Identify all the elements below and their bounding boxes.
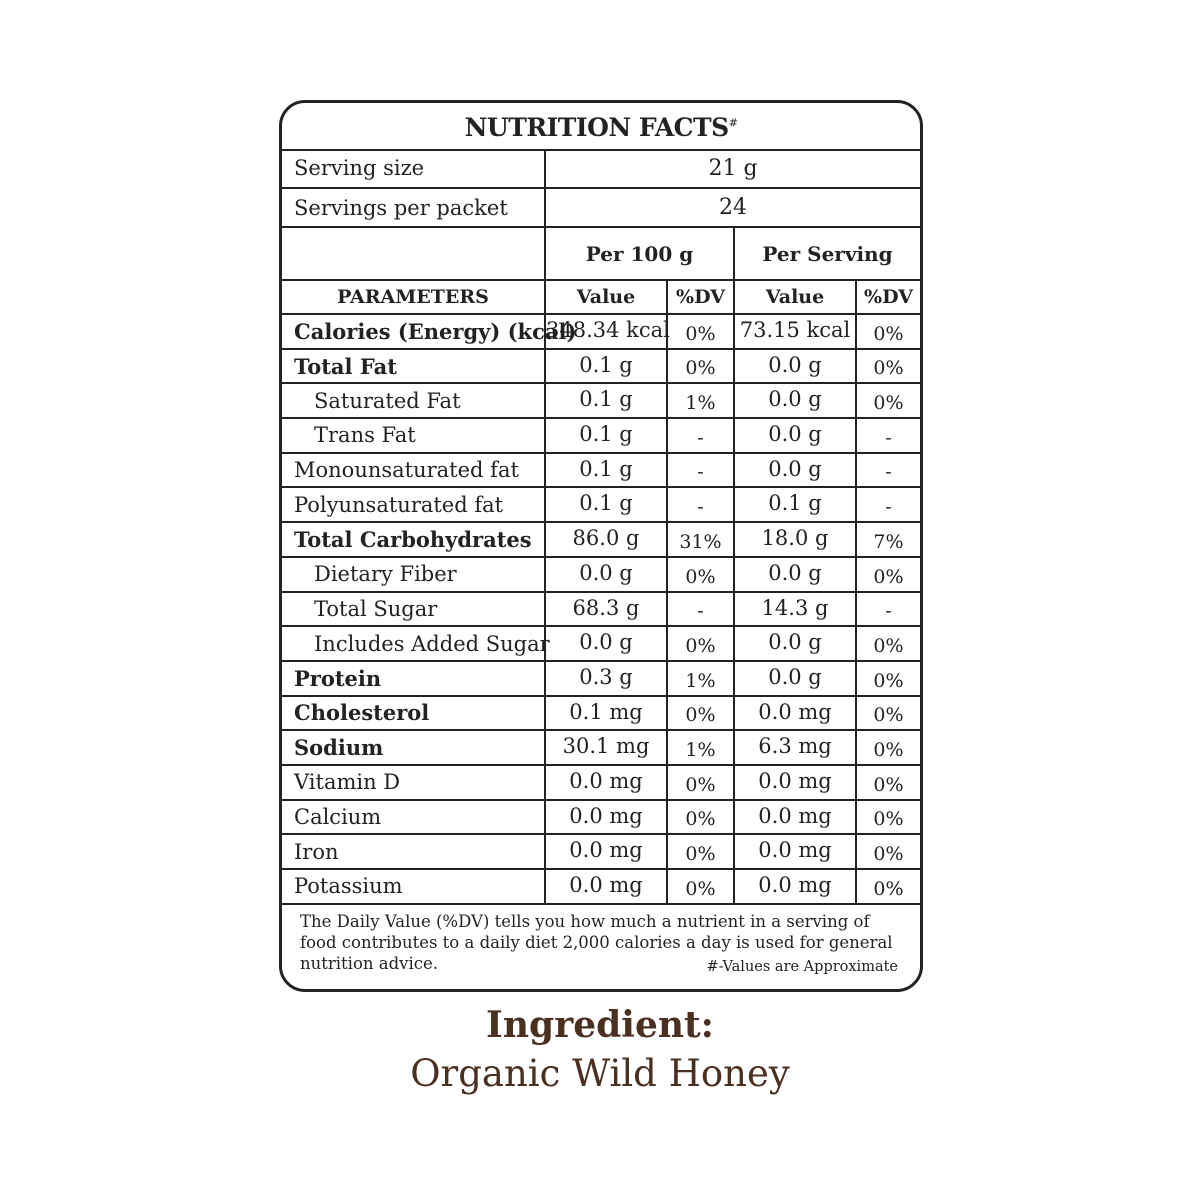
nutrient-row xyxy=(282,661,920,696)
dv-per-serving: 0% xyxy=(856,661,920,696)
value-per-100g: 30.1 mg xyxy=(545,730,667,765)
nutrient-row xyxy=(282,626,920,661)
nutrient-name: Polyunsaturated fat xyxy=(282,487,545,522)
value-per-serving: 6.3 mg xyxy=(734,730,856,765)
value-per-serving: 0.0 mg xyxy=(734,869,856,904)
nutrient-row xyxy=(282,522,920,557)
value-per-100g: 0.1 g xyxy=(545,453,667,488)
dv-per-serving: 0% xyxy=(856,696,920,731)
value-per-serving: 0.0 g xyxy=(734,626,856,661)
dv-per-100g: - xyxy=(667,418,734,453)
nutrient-row xyxy=(282,869,920,904)
dv-per-serving: 0% xyxy=(856,834,920,869)
dv-per-100g: - xyxy=(667,453,734,488)
nutrient-row xyxy=(282,383,920,418)
value-per-100g: 348.34 kcal xyxy=(545,314,667,349)
nutrient-row xyxy=(282,314,920,349)
nutrient-row xyxy=(282,453,920,488)
dv-per-serving: 0% xyxy=(856,383,920,418)
value-per-serving: 0.0 mg xyxy=(734,834,856,869)
nutrient-row xyxy=(282,730,920,765)
serving-size-value: 21 g xyxy=(545,149,920,188)
nutrient-name: Protein xyxy=(282,661,545,696)
value-serving-header: Value xyxy=(734,280,856,314)
nutrient-name: Total Sugar xyxy=(282,592,545,627)
per-serving-header: Per Serving xyxy=(734,227,920,280)
value-per-100g: 0.0 mg xyxy=(545,765,667,800)
nutrient-row xyxy=(282,592,920,627)
dv-per-serving: 0% xyxy=(856,349,920,384)
dv-per-serving: 0% xyxy=(856,869,920,904)
nutrient-name: Calories (Energy) (kcal) xyxy=(282,314,545,349)
dv-per-serving: 0% xyxy=(856,557,920,592)
blank-header-cell xyxy=(282,227,545,280)
nutrient-row xyxy=(282,487,920,522)
dv-per-100g: 1% xyxy=(667,730,734,765)
dv-per-100g: 0% xyxy=(667,626,734,661)
value-per-serving: 18.0 g xyxy=(734,522,856,557)
dv-per-serving: - xyxy=(856,418,920,453)
value-per-100g: 0.0 g xyxy=(545,626,667,661)
value-per-100g: 68.3 g xyxy=(545,592,667,627)
value-per-100g: 0.1 g xyxy=(545,487,667,522)
dv-per-100g: - xyxy=(667,592,734,627)
dv-per-serving: - xyxy=(856,487,920,522)
nutrient-row xyxy=(282,418,920,453)
dv-serving-header: %DV xyxy=(856,280,920,314)
servings-per-packet-row xyxy=(282,188,920,227)
value-per-100g: 0.1 g xyxy=(545,383,667,418)
column-group-header-row xyxy=(282,227,920,280)
nutrient-row xyxy=(282,557,920,592)
value-per-serving: 0.0 mg xyxy=(734,765,856,800)
dv-per-serving: 7% xyxy=(856,522,920,557)
serving-size-row xyxy=(282,149,920,188)
dv-per-serving: 0% xyxy=(856,314,920,349)
dv-per-100g: 0% xyxy=(667,834,734,869)
value-per-serving: 73.15 kcal xyxy=(734,314,856,349)
value-per-100g: 0.1 mg xyxy=(545,696,667,731)
value-per-100g: 0.0 mg xyxy=(545,834,667,869)
value-per-serving: 0.0 mg xyxy=(734,800,856,835)
nutrient-name: Iron xyxy=(282,834,545,869)
value-per-100g: 0.0 g xyxy=(545,557,667,592)
value-100g-header: Value xyxy=(545,280,667,314)
value-per-100g: 86.0 g xyxy=(545,522,667,557)
nutrient-row xyxy=(282,765,920,800)
per-100g-header: Per 100 g xyxy=(545,227,734,280)
value-per-serving: 0.0 g xyxy=(734,418,856,453)
dv-per-100g: 0% xyxy=(667,349,734,384)
dv-per-100g: 0% xyxy=(667,765,734,800)
dv-per-100g: 0% xyxy=(667,314,734,349)
ingredient-heading: Ingredient: xyxy=(486,1004,714,1046)
value-per-100g: 0.1 g xyxy=(545,418,667,453)
dv-per-100g: 1% xyxy=(667,661,734,696)
value-per-100g: 0.0 mg xyxy=(545,869,667,904)
value-per-100g: 0.3 g xyxy=(545,661,667,696)
dv-per-100g: 0% xyxy=(667,869,734,904)
nutrient-row xyxy=(282,696,920,731)
value-per-serving: 0.0 g xyxy=(734,453,856,488)
dv-per-100g: 1% xyxy=(667,383,734,418)
servings-per-packet-label: Servings per packet xyxy=(282,188,545,227)
dv-per-serving: 0% xyxy=(856,765,920,800)
nutrient-name: Trans Fat xyxy=(282,418,545,453)
value-per-100g: 0.1 g xyxy=(545,349,667,384)
value-per-serving: 0.0 g xyxy=(734,383,856,418)
nutrient-name: Calcium xyxy=(282,800,545,835)
dv-per-100g: 0% xyxy=(667,800,734,835)
dv-per-100g: 0% xyxy=(667,696,734,731)
nutrient-row xyxy=(282,349,920,384)
nutrient-name: Monounsaturated fat xyxy=(282,453,545,488)
value-per-serving: 14.3 g xyxy=(734,592,856,627)
nutrient-name: Dietary Fiber xyxy=(282,557,545,592)
value-per-100g: 0.0 mg xyxy=(545,800,667,835)
nutrient-name: Total Carbohydrates xyxy=(282,522,545,557)
nutrient-name: Saturated Fat xyxy=(282,383,545,418)
nutrient-name: Sodium xyxy=(282,730,545,765)
nutrient-name: Total Fat xyxy=(282,349,545,384)
value-per-serving: 0.0 g xyxy=(734,661,856,696)
dv-per-100g: - xyxy=(667,487,734,522)
daily-value-footnote: The Daily Value (%DV) tells you how much a nutrient in a serving of food contributes to a daily diet 2,000 calories a day is used for general nutrition advice. xyxy=(300,912,893,973)
value-per-serving: 0.1 g xyxy=(734,487,856,522)
dv-per-serving: 0% xyxy=(856,626,920,661)
dv-per-serving: - xyxy=(856,453,920,488)
nutrition-facts-title xyxy=(282,103,920,151)
dv-per-100g: 31% xyxy=(667,522,734,557)
dv-100g-header: %DV xyxy=(667,280,734,314)
title-text: NUTRITION FACTS xyxy=(464,113,729,142)
nutrient-name: Potassium xyxy=(282,869,545,904)
nutrient-name: Vitamin D xyxy=(282,765,545,800)
value-per-serving: 0.0 mg xyxy=(734,696,856,731)
title-mark: # xyxy=(728,116,738,130)
dv-per-serving: 0% xyxy=(856,730,920,765)
nutrient-name: Includes Added Sugar xyxy=(282,626,545,661)
serving-size-label: Serving size xyxy=(282,149,545,188)
column-header-row xyxy=(282,280,920,314)
nutrient-name: Cholesterol xyxy=(282,696,545,731)
ingredient-text: Organic Wild Honey xyxy=(410,1052,790,1095)
value-per-serving: 0.0 g xyxy=(734,557,856,592)
approximate-values-note: #-Values are Approximate xyxy=(706,959,898,975)
dv-per-100g: 0% xyxy=(667,557,734,592)
nutrition-table xyxy=(282,149,920,905)
parameters-header: PARAMETERS xyxy=(282,280,545,314)
nutrient-row xyxy=(282,800,920,835)
dv-per-serving: 0% xyxy=(856,800,920,835)
value-per-serving: 0.0 g xyxy=(734,349,856,384)
dv-per-serving: - xyxy=(856,592,920,627)
servings-per-packet-value: 24 xyxy=(545,188,920,227)
nutrition-facts-panel xyxy=(279,100,923,992)
nutrient-row xyxy=(282,834,920,869)
